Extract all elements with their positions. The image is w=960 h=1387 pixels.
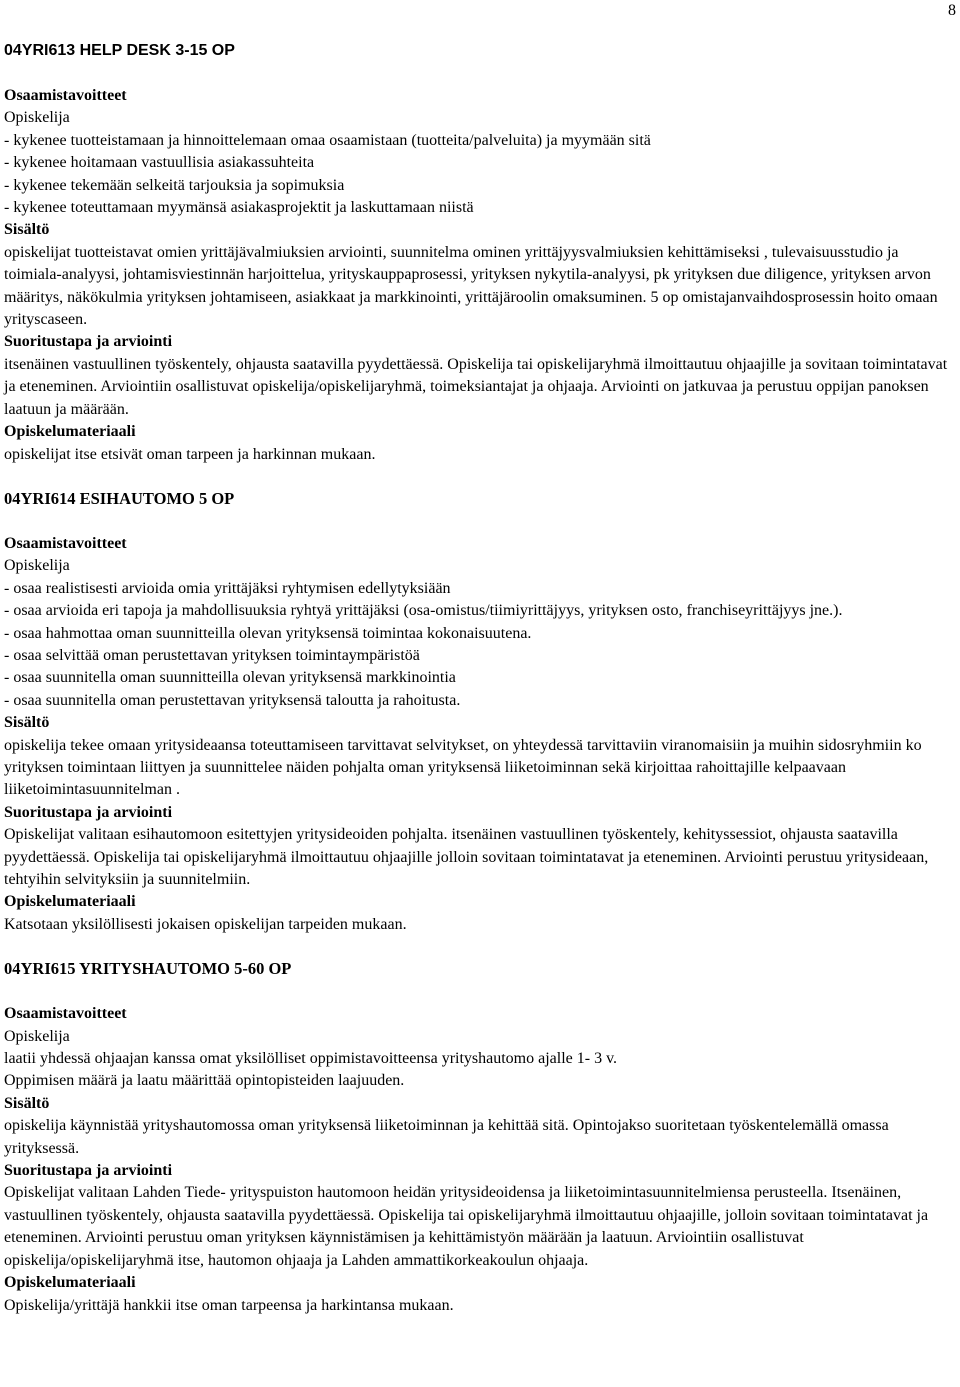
material-heading: Opiskelumateriaali bbox=[4, 423, 136, 441]
material-text: Katsotaan yksilöllisesti jokaisen opiskelijan tarpeiden mukaan. bbox=[4, 915, 407, 933]
goal-item: Oppimisen määrä ja laatu määrittää opintopisteiden laajuuden. bbox=[4, 1072, 405, 1090]
goal-item: - kykenee hoitamaan vastuullisia asiakassuhteita bbox=[4, 154, 315, 172]
content-text: opiskelijat tuotteistavat omien yrittäjävalmiuksien arviointi, suunnitelma ominen yrittäjyysvalmiuksien kehittämiseksi , tulevaisuusstudio ja toimiala-analyysi, johtamisviestinnän harjoittelua, yrityskauppaprosessi, yrityksen nykytila-analyysi, pk yrityksen due diligence, yrityksen arvon määritys, näkökulmia yrityksen johtamiseen, asiakkaat ja markkinointi, yrittäjäroolin omaksuminen. 5 op omistajanvaihdosprosessin hoito omaan yrityscaseen. bbox=[4, 243, 938, 329]
goal-item: - kykenee tekemään selkeitä tarjouksia ja sopimuksia bbox=[4, 176, 345, 194]
method-heading: Suoritustapa ja arviointi bbox=[4, 333, 173, 351]
goal-item: - kykenee toteuttamaan myymänsä asiakasprojektit ja laskuttamaan niistä bbox=[4, 199, 474, 217]
material-heading: Opiskelumateriaali bbox=[4, 1274, 136, 1292]
material-heading: Opiskelumateriaali bbox=[4, 893, 136, 911]
course-section bbox=[4, 488, 956, 936]
course-title: 04YRI613 HELP DESK 3-15 OP bbox=[4, 42, 235, 59]
course-title: 04YRI615 YRITYSHAUTOMO 5-60 OP bbox=[4, 959, 292, 979]
goal-item: - osaa hahmottaa oman suunnitteilla olevan yrityksensä toimintaa kokonaisuutena. bbox=[4, 624, 532, 642]
material-text: opiskelijat itse etsivät oman tarpeen ja harkinnan mukaan. bbox=[4, 445, 376, 463]
goal-item: - osaa arvioida eri tapoja ja mahdollisuuksia ryhtyä yrittäjäksi (osa-omistus/tiimiyrittäjyys, yrityksen osto, franchiseyrittäjyys jne.). bbox=[4, 602, 843, 620]
goal-item: laatii yhdessä ohjaajan kanssa omat yksilölliset oppimistavoitteensa yrityshautomo ajalle 1- 3 v. bbox=[4, 1050, 618, 1068]
goal-item: - kykenee tuotteistamaan ja hinnoittelemaan omaa osaamistaan (tuotteita/palveluita) ja myymään sitä bbox=[4, 131, 651, 149]
document-content bbox=[4, 40, 956, 1317]
student-label: Opiskelija bbox=[4, 557, 70, 575]
content-text: opiskelija tekee omaan yritysideaansa toteuttamiseen tarvittavat selvitykset, on yhteydessä tarvittaviin viranomaisiin ja muihin sidosryhmiin ko yrityksen toimintaan liittyen ja suunnittelee näiden pohjalta oman yrityksensä liiketoiminnan sekä kirjoittaa rahoittajille kelpaavaan liiketoimintasuunnitelman . bbox=[4, 736, 922, 799]
content-text: opiskelija käynnistää yrityshautomossa oman yrityksensä liiketoiminnan ja kehittää sitä. Opintojakso suoritetaan työskentelemällä omassa yrityksessä. bbox=[4, 1117, 889, 1157]
goals-heading: Osaamistavoitteet bbox=[4, 534, 127, 552]
goal-item: - osaa selvittää oman perustettavan yrityksen toimintaympäristöä bbox=[4, 646, 420, 664]
student-label: Opiskelija bbox=[4, 1027, 70, 1045]
method-heading: Suoritustapa ja arviointi bbox=[4, 803, 173, 821]
method-text: itsenäinen vastuullinen työskentely, ohjausta saatavilla pyydettäessä. Opiskelija tai opiskelijaryhmä ilmoittautuu ohjaajille ja sovitaan toimintatavat ja eteneminen. Arviointiin osallistuvat opiskelija/opiskelijaryhmä, toimeksiantajat ja ohjaaja. Arviointi on jatkuvaa ja perustuu oppijan panoksen laatuun ja määrään. bbox=[4, 355, 948, 418]
goal-item: - osaa suunnitella oman perustettavan yrityksensä taloutta ja rahoitusta. bbox=[4, 691, 461, 709]
course-section bbox=[4, 958, 956, 1317]
content-heading: Sisältö bbox=[4, 1094, 50, 1112]
course-section bbox=[4, 40, 956, 466]
page-number: 8 bbox=[948, 2, 956, 19]
goals-heading: Osaamistavoitteet bbox=[4, 1005, 127, 1023]
material-text: Opiskelija/yrittäjä hankkii itse oman tarpeensa ja harkintansa mukaan. bbox=[4, 1296, 454, 1314]
goal-item: - osaa realistisesti arvioida omia yrittäjäksi ryhtymisen edellytyksiään bbox=[4, 579, 451, 597]
content-heading: Sisältö bbox=[4, 221, 50, 239]
goals-heading: Osaamistavoitteet bbox=[4, 87, 127, 104]
method-heading: Suoritustapa ja arviointi bbox=[4, 1162, 173, 1180]
course-title: 04YRI614 ESIHAUTOMO 5 OP bbox=[4, 488, 235, 508]
goal-item: - osaa suunnitella oman suunnitteilla olevan yrityksensä markkinointia bbox=[4, 669, 456, 687]
method-text: Opiskelijat valitaan Lahden Tiede- yrityspuiston hautomoon heidän yritysideoidensa ja liiketoimintasuunnitelmiensa perusteella. Itsenäinen, vastuullinen työskentely, ohjausta saatavilla pyydettäessä. Opiskelija tai opiskelijaryhmä ilmoittautuu ohjaajille, jolloin sovitaan toimintatavat ja eteneminen. Arviointi perustuu oman yrityksen käynnistämisen ja kehittämistyön määrään ja laatuun. Arviointiin osallistuvat opiskelija/opiskelijaryhmä itse, hautomon ohjaaja ja Lahden ammattikorkeakoulun ohjaaja. bbox=[4, 1184, 929, 1269]
content-heading: Sisältö bbox=[4, 714, 50, 732]
method-text: Opiskelijat valitaan esihautomoon esitettyjen yritysideoiden pohjalta. itsenäinen vastuullinen työskentely, kehityssessiot, ohjausta saatavilla pyydettäessä. Opiskelija tai opiskelijaryhmä ilmoittautuu ohjaajille jolloin sovitaan toimintatavat ja eteneminen. Arviointi perustuu yritysideaan, tehtyihin selvityksiin ja suunnitelmiin. bbox=[4, 826, 929, 888]
student-label: Opiskelija bbox=[4, 109, 70, 127]
